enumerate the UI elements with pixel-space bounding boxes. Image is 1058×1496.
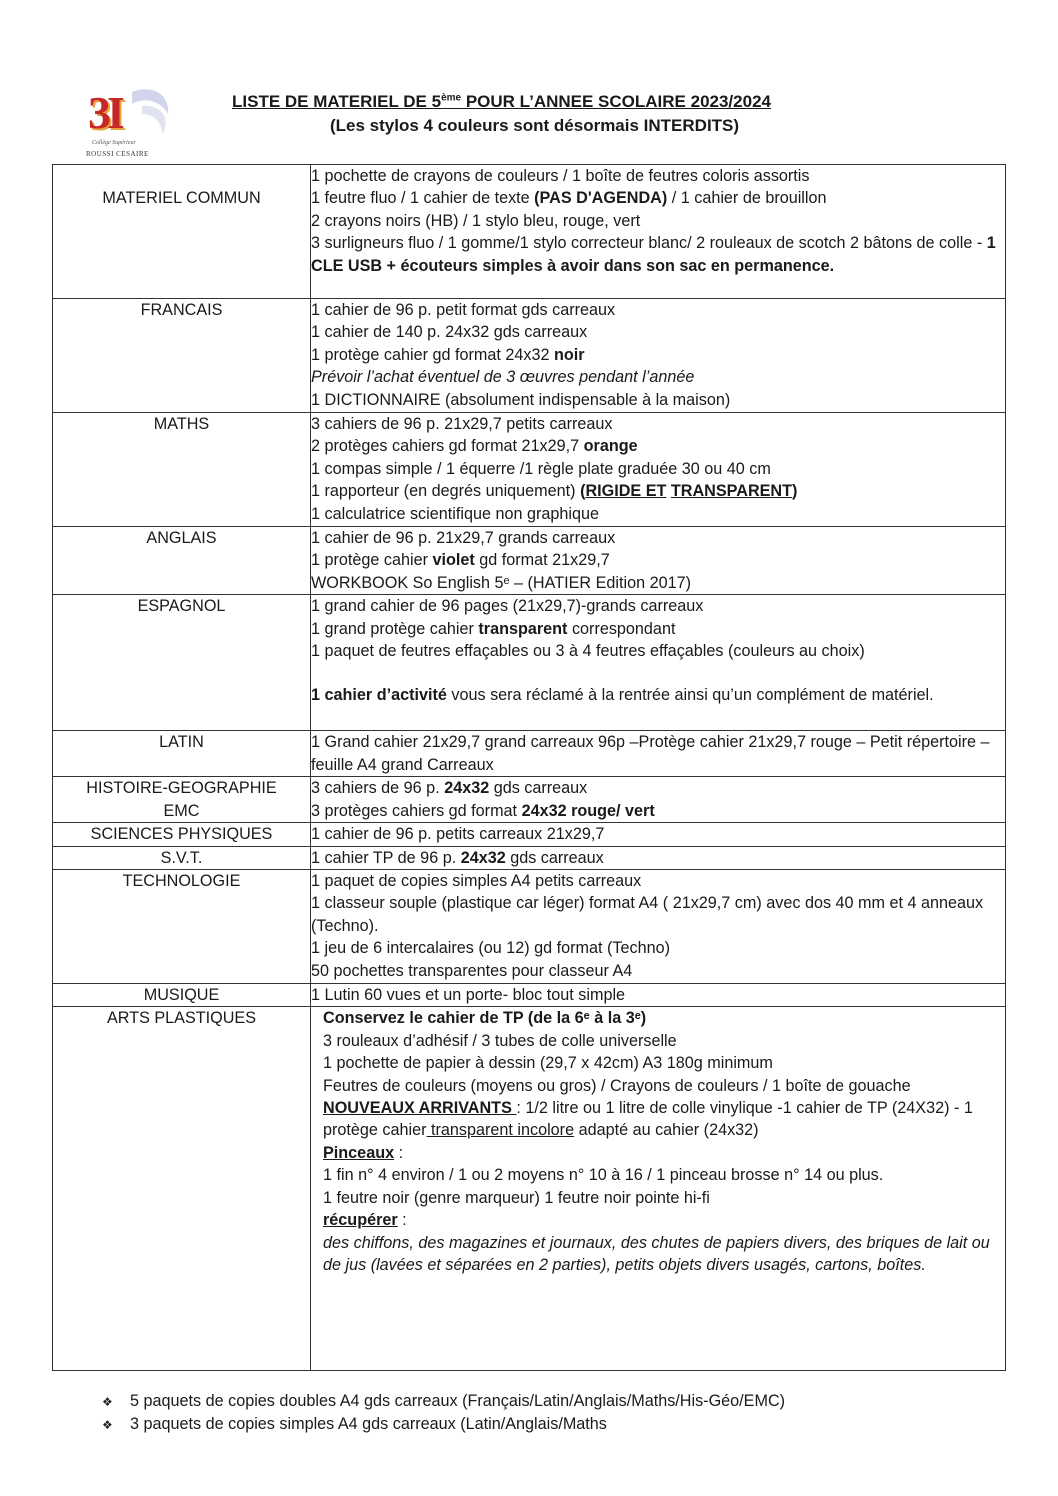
subject-cell: TECHNOLOGIE: [53, 870, 311, 984]
page-subtitle: (Les stylos 4 couleurs sont désormais INTERDITS): [330, 116, 740, 135]
table-row: [53, 870, 1006, 984]
items-cell: [311, 413, 1006, 527]
subject-cell: LATIN: [53, 731, 311, 777]
table-row: [53, 823, 1006, 846]
subject-cell: HISTOIRE-GEOGRAPHIE EMC: [53, 777, 311, 823]
item-line: 50 pochettes transparentes pour classeur A4: [311, 961, 633, 980]
item-line: 1 feutre noir (genre marqueur) 1 feutre noir pointe hi-fi: [323, 1188, 710, 1207]
subject-cell: MUSIQUE: [53, 984, 311, 1007]
table-row: [53, 777, 1006, 823]
subject-cell: ANGLAIS: [53, 527, 311, 595]
table-row: [53, 299, 1006, 413]
item-line: 1 calculatrice scientifique non graphique: [311, 504, 599, 523]
logo-tagline: Collège Supérieur: [92, 140, 136, 146]
item-line: 1 cahier de 140 p. 24x32 gds carreaux: [311, 323, 588, 342]
item-line: 3 protèges cahiers gd format 24x32 rouge/ vert: [311, 801, 655, 820]
logo-school-name: ROUSSI CESAIRE: [86, 150, 149, 158]
item-line: des chiffons, des magazines et journaux, des chutes de papiers divers, des briques de lait ou de jus (lavées et séparées en 2 parties), petits objets divers usagés, cartons, boîtes.: [323, 1233, 990, 1274]
item-line: WORKBOOK So English 5ᵉ – (HATIER Edition 2017): [311, 573, 691, 592]
table-row: [53, 731, 1006, 777]
table-row: [53, 1007, 1006, 1371]
subject-cell: FRANCAIS: [53, 299, 311, 413]
items-cell: [311, 1007, 1006, 1371]
item-line: 1 cahier de 96 p. 21x29,7 grands carreaux: [311, 529, 616, 547]
item-line: 1 pochette de crayons de couleurs / 1 boîte de feutres coloris assortis: [311, 167, 810, 185]
subject-cell: MATHS: [53, 413, 311, 527]
items-cell: [311, 595, 1006, 731]
item-line: 3 cahiers de 96 p. 24x32 gds carreaux: [311, 779, 588, 798]
items-cell: [311, 165, 1006, 299]
diamond-bullet-icon: ❖: [102, 1395, 113, 1409]
item-line: NOUVEAUX ARRIVANTS : 1/2 litre ou 1 litre de colle vinylique -1 cahier de TP (24X32) - 1 protège cahier transparent incolore adapté au cahier (24x32): [323, 1099, 973, 1140]
item-line: 3 rouleaux d’adhésif / 3 tubes de colle universelle: [323, 1031, 677, 1050]
table-row: [53, 165, 1006, 299]
item-line: 1 fin n° 4 environ / 1 ou 2 moyens n° 10 à 16 / 1 pinceau brosse n° 14 ou plus.: [323, 1166, 884, 1185]
school-logo: [82, 84, 174, 164]
item-line: 1 grand protège cahier transparent correspondant: [311, 619, 676, 638]
list-item: ❖ 5 paquets de copies doubles A4 gds carreaux (Français/Latin/Anglais/Maths/His-Géo/EMC): [102, 1390, 785, 1413]
items-cell: [311, 984, 1006, 1007]
item-line: 3 surligneurs fluo / 1 gomme/1 stylo correcteur blanc/ 2 rouleaux de scotch 2 bâtons de colle - 1 CLE USB + écouteurs simples à avoir dans son sac en permanence.: [311, 234, 996, 275]
item-line: 1 compas simple / 1 équerre /1 règle plate graduée 30 ou 40 cm: [311, 459, 771, 478]
item-line: 1 Grand cahier 21x29,7 grand carreaux 96p –Protège cahier 21x29,7 rouge – Petit répertoire –feuille A4 grand Carreaux: [311, 733, 990, 774]
table-row: [53, 527, 1006, 595]
table-row: [53, 595, 1006, 731]
items-cell: [311, 527, 1006, 595]
item-line: 1 Lutin 60 vues et un porte- bloc tout simple: [311, 986, 626, 1005]
item-line: 1 cahier de 96 p. petits carreaux 21x29,7: [311, 825, 605, 844]
table-row: [53, 413, 1006, 527]
diamond-bullet-icon: ❖: [102, 1418, 113, 1433]
item-line: 1 pochette de papier à dessin (29,7 x 42cm) A3 180g minimum: [323, 1054, 773, 1073]
item-line: Prévoir l’achat éventuel de 3 œuvres pendant l’année: [311, 368, 695, 387]
item-line: 1 protège cahier gd format 24x32 noir: [311, 345, 585, 364]
subject-cell: SCIENCES PHYSIQUES: [53, 823, 311, 846]
table-row: [53, 984, 1006, 1007]
supplies-table: [52, 164, 1006, 1371]
items-cell: [311, 823, 1006, 846]
item-line: 1 cahier de 96 p. petit format gds carreaux: [311, 301, 616, 319]
item-line: Feutres de couleurs (moyens ou gros) / Crayons de couleurs / 1 boîte de gouache: [323, 1076, 911, 1095]
table-row: [53, 846, 1006, 869]
item-line: 1 classeur souple (plastique car léger) format A4 ( 21x29,7 cm) avec dos 40 mm et 4 anneaux (Techno).: [311, 894, 984, 935]
item-line: 1 DICTIONNAIRE (absolument indispensable à la maison): [311, 390, 731, 409]
logo-mark: 3I: [88, 87, 121, 138]
subject-cell: MATERIEL COMMUN: [53, 165, 311, 299]
page-title: LISTE DE MATERIEL DE 5ème POUR L’ANNEE SCOLAIRE 2023/2024: [232, 92, 771, 111]
items-cell: [311, 846, 1006, 869]
item-line: 2 protèges cahiers gd format 21x29,7 orange: [311, 437, 638, 456]
item-line: 3 cahiers de 96 p. 21x29,7 petits carreaux: [311, 415, 613, 433]
items-cell: [311, 731, 1006, 777]
items-cell: [311, 870, 1006, 984]
subject-cell: ESPAGNOL: [53, 595, 311, 731]
item-line: 2 crayons noirs (HB) / 1 stylo bleu, rouge, vert: [311, 211, 641, 230]
item-line: 1 cahier TP de 96 p. 24x32 gds carreaux: [311, 848, 604, 867]
item-line: 1 feutre fluo / 1 cahier de texte (PAS D'AGENDA) / 1 cahier de brouillon: [311, 189, 827, 208]
list-item: ❖ 3 paquets de copies simples A4 gds carreaux (Latin/Anglais/Maths: [102, 1413, 785, 1436]
items-cell: [311, 777, 1006, 823]
subject-cell: S.V.T.: [53, 846, 311, 869]
item-line: récupérer :: [323, 1211, 407, 1230]
items-cell: [311, 299, 1006, 413]
item-line: Conservez le cahier de TP (de la 6ᵉ à la 3ᵉ): [323, 1009, 647, 1028]
extra-supplies-list: [102, 1390, 785, 1437]
item-line: Pinceaux :: [323, 1143, 404, 1162]
item-line: 1 rapporteur (en degrés uniquement) (RIGIDE ET TRANSPARENT): [311, 482, 798, 501]
subject-cell: ARTS PLASTIQUES: [53, 1007, 311, 1371]
item-line: 1 grand cahier de 96 pages (21x29,7)-grands carreaux: [311, 597, 704, 616]
item-line: 1 jeu de 6 intercalaires (ou 12) gd format (Techno): [311, 939, 671, 958]
item-line: 1 cahier d’activité vous sera réclamé à la rentrée ainsi qu’un complément de matériel.: [311, 686, 934, 705]
item-line: 1 paquet de copies simples A4 petits carreaux: [311, 872, 642, 891]
item-line: 1 paquet de feutres effaçables ou 3 à 4 feutres effaçables (couleurs au choix): [311, 642, 865, 661]
item-line: 1 protège cahier violet gd format 21x29,7: [311, 551, 610, 570]
